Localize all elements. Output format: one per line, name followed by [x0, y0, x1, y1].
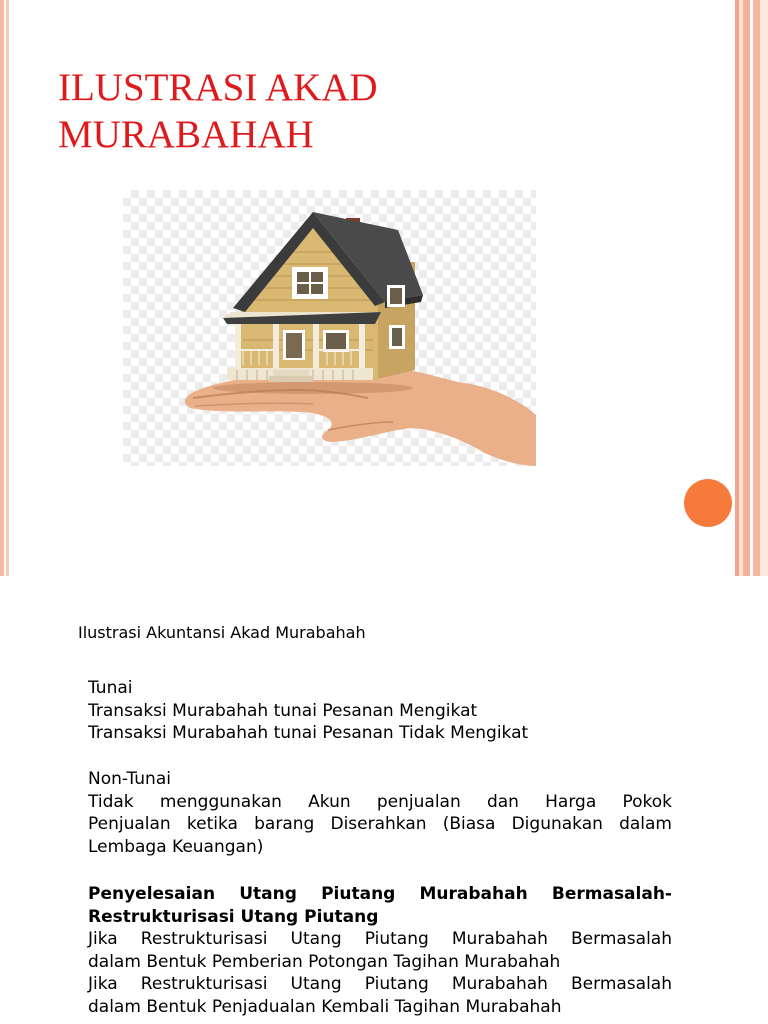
nontunai-title: Non-Tunai	[88, 769, 171, 789]
slide-title-line-1: ILUSTRASI AKAD	[58, 66, 378, 109]
house-on-hand-image	[123, 190, 536, 466]
nontunai-section	[88, 768, 672, 858]
slide-title	[58, 64, 698, 158]
penyelesaian-title-line-1: Penyelesaian Utang Piutang Murabahah Bermasalah-	[88, 884, 672, 904]
tunai-item-1: Transaksi Murabahah tunai Pesanan Mengikat	[88, 700, 478, 721]
penyelesaian-item-2-line-2: dalam Bentuk Penjadualan Kembali Tagihan Murabahah	[88, 996, 562, 1017]
orange-circle-decoration	[684, 479, 732, 527]
tunai-section	[88, 677, 672, 745]
penyelesaian-section	[88, 883, 672, 1018]
slide-title-line-2: MURABAHAH	[58, 113, 314, 156]
penyelesaian-item-2-line-1: Jika Restrukturisasi Utang Piutang Murabahah Bermasalah	[88, 974, 672, 994]
penyelesaian-title-line-2: Restrukturisasi Utang Piutang	[88, 906, 379, 927]
penyelesaian-item-1-line-1: Jika Restrukturisasi Utang Piutang Murabahah Bermasalah	[88, 929, 672, 949]
content-slide	[0, 576, 768, 1024]
nontunai-text-line-1: Tidak menggunakan Akun penjualan dan Harga Pokok	[88, 791, 672, 812]
penyelesaian-item-1-line-2: dalam Bentuk Pemberian Potongan Tagihan Murabahah	[88, 951, 561, 972]
tunai-title: Tunai	[88, 678, 133, 698]
house-on-hand-illustration	[123, 190, 536, 466]
right-decorative-stripes	[732, 0, 768, 576]
nontunai-text-line-3: Lembaga Keuangan)	[88, 836, 264, 857]
content-heading: Ilustrasi Akuntansi Akad Murabahah	[78, 623, 366, 642]
left-decorative-stripe	[0, 0, 9, 576]
nontunai-text-line-2: Penjualan ketika barang Diserahkan (Biasa Digunakan dalam	[88, 814, 672, 834]
tunai-item-2: Transaksi Murabahah tunai Pesanan Tidak Mengikat	[88, 723, 529, 743]
